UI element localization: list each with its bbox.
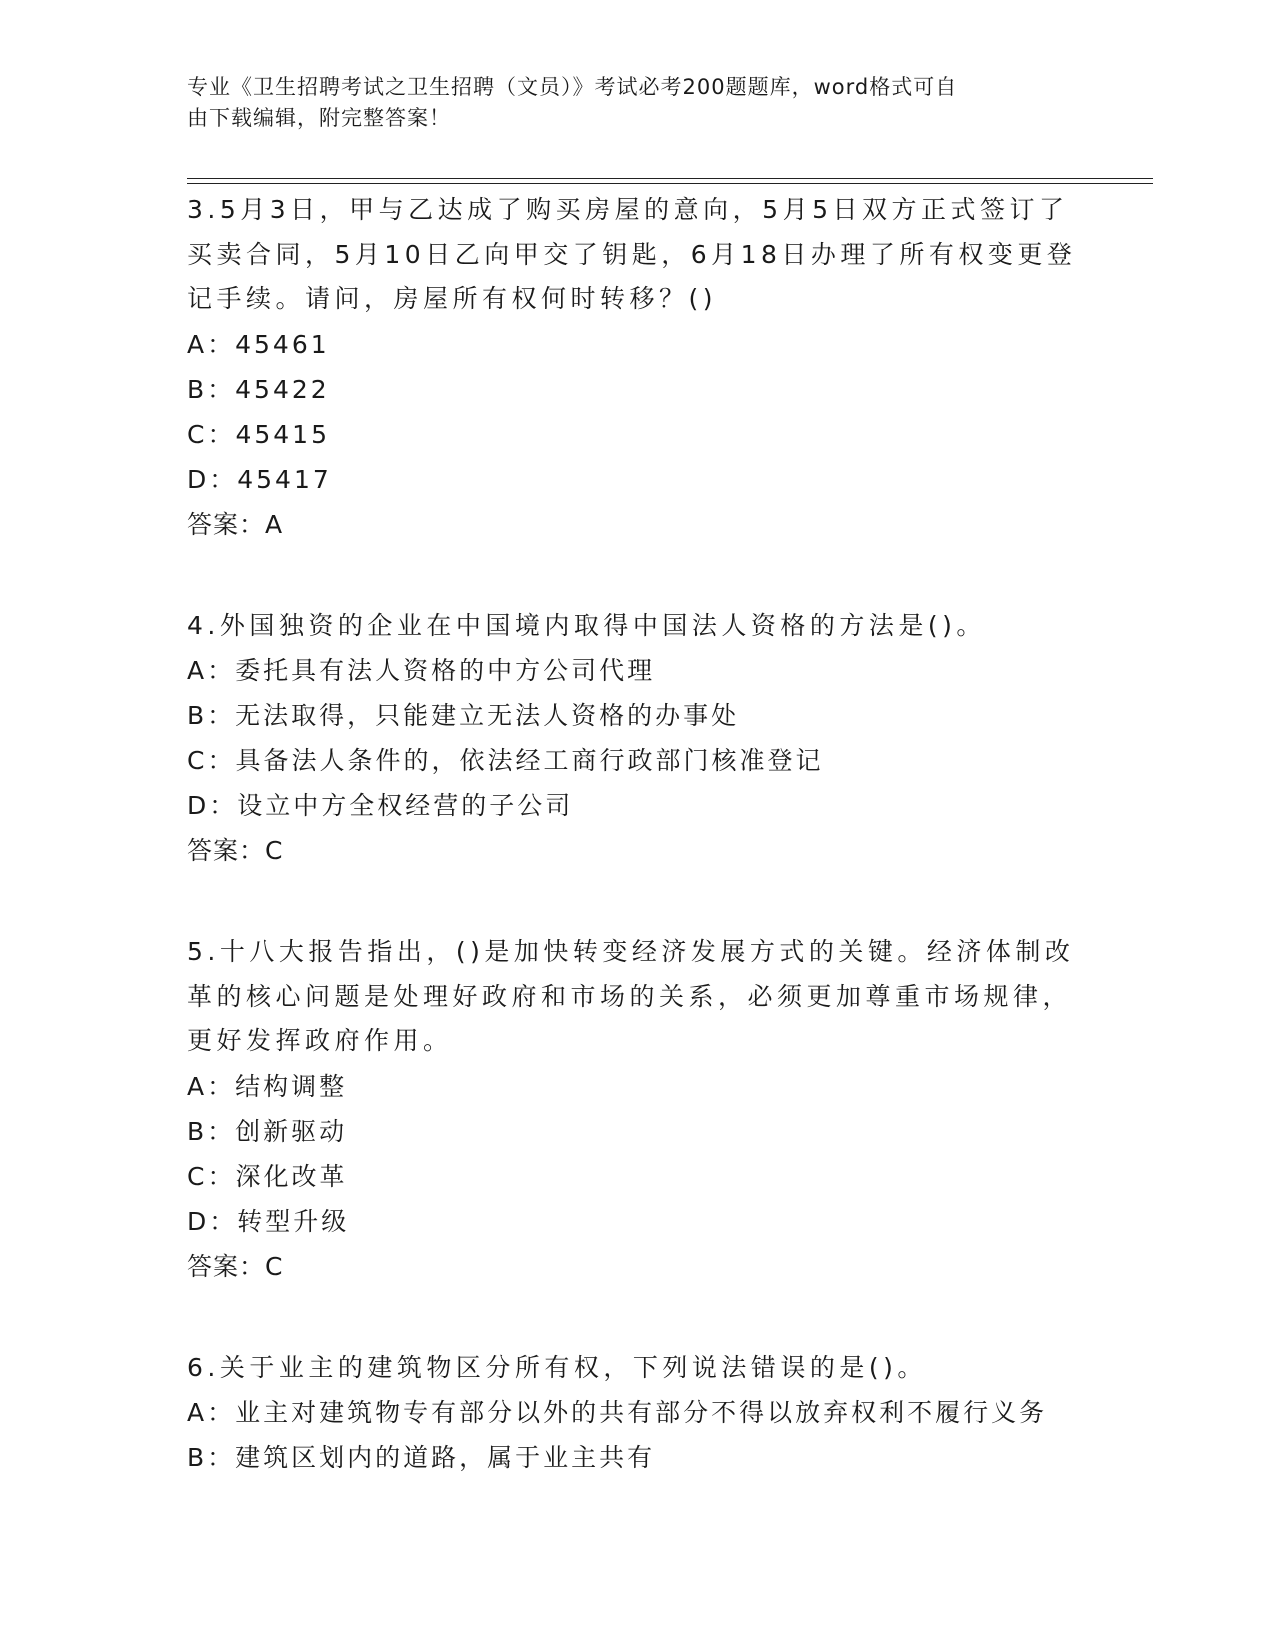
option-b: B：无法取得，只能建立无法人资格的办事处 [187,701,740,730]
question-text: 4.外国独资的企业在中国境内取得中国法人资格的方法是()。 [187,610,986,640]
header-divider-top [187,178,1153,179]
question-text: 6.关于业主的建筑物区分所有权，下列说法错误的是()。 [187,1352,927,1382]
option-c: C：45415 [187,419,330,449]
option-a: A：业主对建筑物专有部分以外的共有部分不得以放弃权利不履行义务 [187,1398,1048,1427]
header-line-1: 专业《卫生招聘考试之卫生招聘（文员）》考试必考200题题库，word格式可自 [187,75,958,99]
question-text: 5.十八大报告指出，()是加快转变经济发展方式的关键。经济体制改革的核心问题是处理好政府和市场的关系，必须更加尊重市场规律，更好发挥政府作用。 [187,937,1075,1055]
header-line-2: 由下载编辑，附完整答案！ [187,106,451,130]
question-list [187,188,1087,1480]
option-a: A：45461 [187,329,330,359]
document-header [187,72,1067,134]
question-spacer [187,1289,1087,1346]
answer: 答案：C [187,1251,284,1281]
question-spacer [187,873,1087,930]
header-divider-bottom [187,183,1153,184]
option-c: C：具备法人条件的，依法经工商行政部门核准登记 [187,746,824,775]
question-4 [187,604,1087,874]
question-text: 3.5月3日，甲与乙达成了购买房屋的意向，5月5日双方正式签订了买卖合同，5月10日乙向甲交了钥匙，6月18日办理了所有权变更登记手续。请问，房屋所有权何时转移？() [187,195,1077,313]
question-5 [187,930,1087,1289]
option-d: D：45417 [187,464,332,494]
question-6 [187,1346,1087,1481]
option-b: B：建筑区划内的道路，属于业主共有 [187,1443,656,1472]
option-c: C：深化改革 [187,1161,348,1191]
option-b: B：45422 [187,374,330,404]
option-a: A：委托具有法人资格的中方公司代理 [187,656,656,685]
option-a: A：结构调整 [187,1071,348,1101]
answer: 答案：A [187,509,284,539]
option-d: D：设立中方全权经营的子公司 [187,791,574,820]
question-3 [187,188,1087,547]
question-spacer [187,547,1087,604]
option-d: D：转型升级 [187,1206,350,1236]
answer: 答案：C [187,836,284,865]
option-b: B：创新驱动 [187,1116,348,1146]
